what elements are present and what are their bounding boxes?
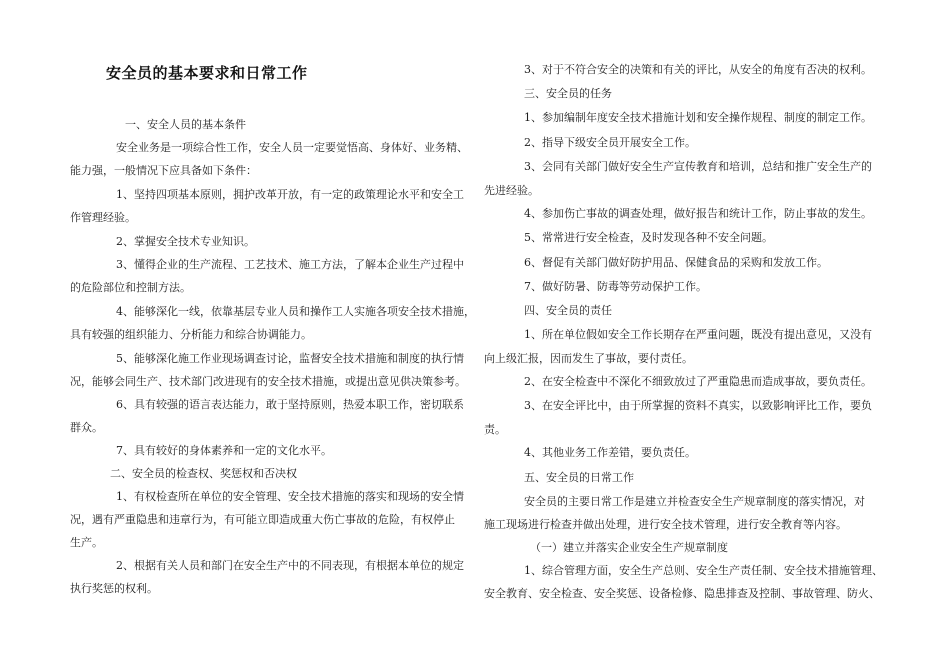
right-text-line: 1、所在单位假如安全工作长期存在严重问题，既没有提出意见，又没有	[524, 328, 872, 341]
left-text-line: 5、能够深化施工作业现场调查讨论，监督安全技术措施和制度的执行情	[116, 352, 464, 365]
left-text-line: 1、坚持四项基本原则，拥护改革开放，有一定的政策理论水平和安全工	[116, 188, 464, 201]
left-text-line: 作管理经验。	[70, 211, 136, 224]
left-text-line: 能力强，一般情况下应具备如下条件：	[70, 164, 257, 177]
left-text-line: 1、有权检查所在单位的安全管理、安全技术措施的落实和现场的安全情	[116, 490, 464, 503]
left-text-line: 具有较强的组织能力、分析能力和综合协调能力。	[70, 328, 312, 341]
document-title: 安全员的基本要求和日常工作	[106, 64, 308, 82]
left-text-line: 6、具有较强的语言表达能力，敢于坚持原则，热爱本职工作，密切联系	[116, 398, 464, 411]
left-text-line: 安全业务是一项综合性工作，安全人员一定要觉悟高、身体好、业务精、	[116, 141, 468, 154]
left-text-line: 执行奖惩的权利。	[70, 582, 158, 595]
right-text-line: 责。	[484, 423, 506, 436]
right-text-line: 4、其他业务工作差错，要负责任。	[524, 446, 696, 459]
left-text-line: 生产。	[70, 536, 103, 549]
right-text-line: 四、安全员的责任	[524, 304, 612, 317]
left-text-line: 2、掌握安全技术专业知识。	[116, 235, 255, 248]
left-text-line: 一、安全人员的基本条件	[125, 118, 246, 131]
right-text-line: 五、安全员的日常工作	[524, 471, 634, 484]
right-text-line: 三、安全员的任务	[524, 87, 612, 100]
right-text-line: 施工现场进行检查并做出处理，进行安全技术管理，进行安全教育等内容。	[484, 518, 847, 531]
right-text-line: 先进经验。	[484, 184, 539, 197]
right-text-line: 7、做好防暑、防毒等劳动保护工作。	[524, 280, 707, 293]
right-text-line: 向上级汇报，因而发生了事故，要付责任。	[484, 352, 693, 365]
right-text-line: 安全教育、安全检查、安全奖惩、设备检修、隐患排查及控制、事故管理、防火、	[484, 587, 880, 600]
right-text-line: 6、督促有关部门做好防护用品、保健食品的采购和发放工作。	[524, 256, 828, 269]
right-text-line: 4、参加伤亡事故的调查处理，做好报告和统计工作，防止事故的发生。	[524, 207, 872, 220]
left-text-line: 群众。	[70, 421, 103, 434]
left-text-line: 二、安全员的检查权、奖惩权和否决权	[110, 467, 297, 480]
right-text-line: 1、综合管理方面，安全生产总则、安全生产责任制、安全技术措施管理、	[524, 564, 883, 577]
left-text-line: 4、能够深化一线，依靠基层专业人员和操作工人实施各项安全技术措施，	[116, 305, 475, 318]
left-text-line: 7、具有较好的身体素养和一定的文化水平。	[116, 444, 332, 457]
right-text-line: 2、在安全检查中不深化不细致放过了严重隐患而造成事故，要负责任。	[524, 375, 872, 388]
left-text-line: 2、根据有关人员和部门在安全生产中的不同表现，有根据本单位的规定	[116, 559, 464, 572]
right-text-line: 1、参加编制年度安全技术措施计划和安全操作规程、制度的制定工作。	[524, 111, 872, 124]
right-text-line: （一）建立并落实企业安全生产规章制度	[530, 541, 728, 554]
left-text-line: 况，能够会同生产、技术部门改进现有的安全技术措施，或提出意见供决策参考。	[70, 375, 466, 388]
right-text-line: 安全员的主要日常工作是建立并检查安全生产规章制度的落实情况，对	[524, 495, 865, 508]
right-text-line: 3、对于不符合安全的决策和有关的评比，从安全的角度有否决的权利。	[524, 63, 872, 76]
left-text-line: 况，遇有严重隐患和违章行为，有可能立即造成重大伤亡事故的危险，有权停止	[70, 513, 455, 526]
right-text-line: 3、在安全评比中，由于所掌握的资料不真实，以致影响评比工作，要负	[524, 399, 872, 412]
right-text-line: 3、会同有关部门做好安全生产宣传教育和培训，总结和推广安全生产的	[524, 160, 872, 173]
right-text-line: 5、常常进行安全检查，及时发现各种不安全问题。	[524, 231, 773, 244]
left-text-line: 的危险部位和控制方法。	[70, 281, 191, 294]
left-text-line: 3、懂得企业的生产流程、工艺技术、施工方法，了解本企业生产过程中	[116, 258, 464, 271]
right-text-line: 2、指导下级安全员开展安全工作。	[524, 136, 696, 149]
